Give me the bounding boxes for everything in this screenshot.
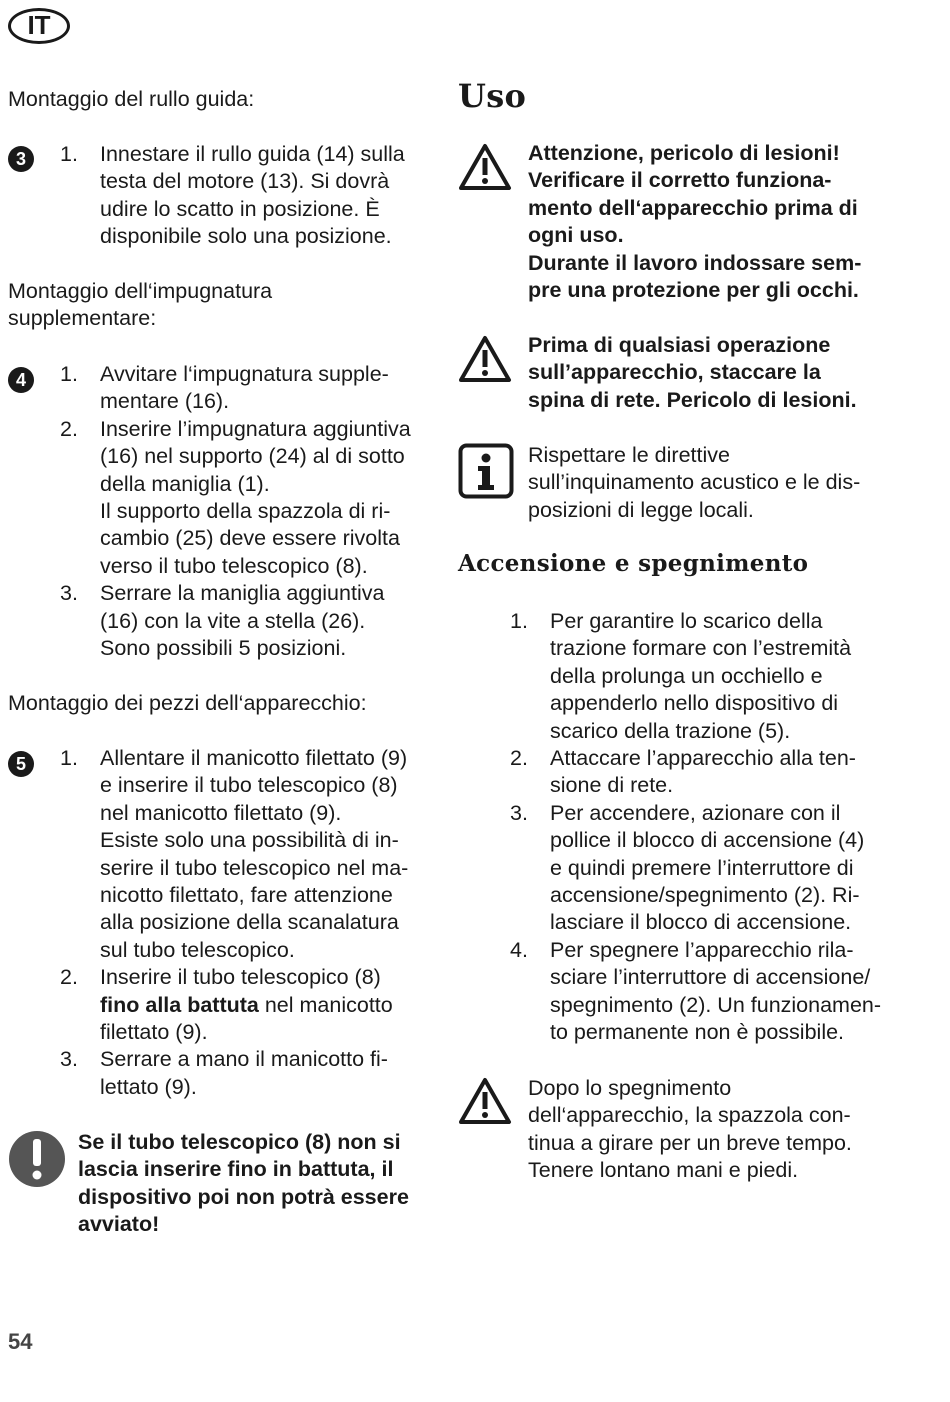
exclamation-circle-icon (8, 1130, 66, 1188)
parts-steps (60, 745, 430, 1101)
info-noise-text: Rispettare le direttive sull’inquinamento acustico e le dis- posizioni di legge locali. (528, 443, 861, 522)
warning-triangle-icon (458, 1077, 512, 1125)
figure-number-4: 4 (8, 367, 34, 393)
list-item: 1. Innestare il rullo guida (14) sulla testa del motore (13). Si dovrà udire lo scatto in posizione. È disponibile solo una posizione. (60, 142, 405, 249)
warning-unplug-text: Prima di qualsiasi operazione sull’apparecchio, staccare la spina di rete. Pericolo di lesioni. (528, 333, 857, 412)
on-off-section-title: Accensione e spegnimento (458, 550, 809, 577)
list-item: 2. Attaccare l’apparecchio alla ten- sione di rete. (510, 746, 856, 798)
use-section-title: Uso (458, 77, 527, 115)
parts-heading: Montaggio dei pezzi dell‘apparecchio: (8, 691, 367, 715)
info-icon (458, 443, 514, 499)
warning-triangle-icon (458, 143, 512, 191)
warning-brush-rotation-text: Dopo lo spegnimento dell‘apparecchio, la spazzola con- tinua a girare per un breve tempo. Tenere lontano mani e piedi. (528, 1076, 852, 1183)
warning-injury-text: Attenzione, pericolo di lesioni! Verificare il corretto funziona- mento dell‘apparecchio prima di ogni uso. Durante il lavoro indossare sem- pre una protezione per gli occhi. (528, 141, 862, 303)
guide-roller-steps (60, 141, 430, 251)
list-item: 1. Per garantire lo scarico della trazione formare con l’estremità della prolunga un occhiello e appenderlo nello dispositivo di scarico della trazione (5). (510, 609, 852, 743)
language-badge: IT (8, 8, 70, 44)
warning-triangle-icon (458, 335, 512, 383)
list-item: 2. Inserire il tubo telescopico (8) fino alla battuta nel manicotto filettato (9). (60, 965, 393, 1045)
list-item: 3. Per accendere, azionare con il pollice il blocco di accensione (4) e quindi premere l’interruttore di accensione/spegnimento (2). Ri- lasciare il blocco di accensione. (510, 800, 865, 935)
list-item: 2. Inserire l’impugnatura aggiuntiva (16) nel supporto (24) al di sotto della maniglia (1). Il supporto della spazzola di ri- cambio (25) deve essere rivolta verso il tubo telescopico (8). (60, 416, 411, 578)
list-item: 3. Serrare a mano il manicotto fi- lettato (9). (60, 1047, 388, 1099)
handle-heading: Montaggio dell‘impugnatura supplementare: (8, 279, 273, 331)
telescopic-tube-notice: Se il tubo telescopico (8) non si lascia inserire fino in battuta, il dispositivo poi non potrà essere avviato! (78, 1130, 409, 1237)
list-item: 1. Avvitare l‘impugnatura supple- mentare (16). (60, 362, 389, 414)
figure-number-5: 5 (8, 751, 34, 777)
page-number: 54 (8, 1329, 33, 1354)
guide-roller-heading: Montaggio del rullo guida: (8, 87, 255, 111)
list-item: 1. Allentare il manicotto filettato (9) e inserire il tubo telescopico (8) nel manicotto filettato (9). Esiste solo una possibilità di in- serire il tubo telescopico nel ma- nicotto filettato, fare attenzione alla posizione della scanalatura sul tubo telescopico. (60, 746, 409, 962)
list-item: 3. Serrare la maniglia aggiuntiva (16) con la vite a stella (26). Sono possibili 5 posizioni. (60, 581, 385, 661)
list-item: 4. Per spegnere l’apparecchio rila- sciare l’interruttore di accensione/ spegnimento (2). Un funzionamen- to permanente non è possibile. (510, 937, 882, 1045)
on-off-steps (510, 608, 890, 1047)
handle-steps (60, 361, 430, 662)
figure-number-3: 3 (8, 146, 34, 172)
